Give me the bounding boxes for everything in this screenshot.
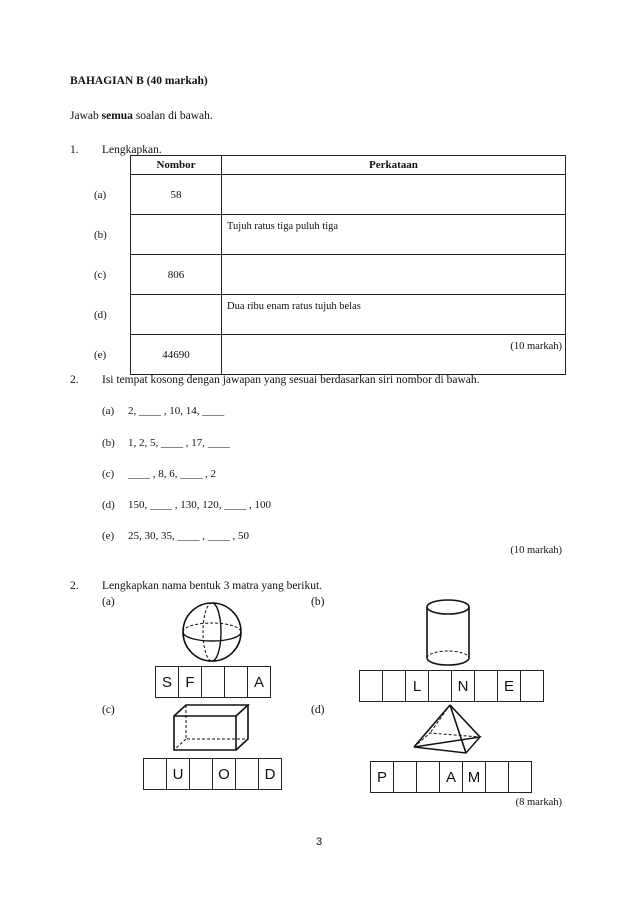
q2-prompt: Isi tempat kosong dengan jawapan yang sesuai berdasarkan siri nombor di bawah. xyxy=(102,374,480,386)
letter-box[interactable] xyxy=(417,762,440,792)
row-label: (e) xyxy=(94,348,107,361)
letter-box[interactable] xyxy=(360,671,383,701)
letter-box[interactable]: N xyxy=(452,671,475,701)
section-title: BAHAGIAN B (40 markah) xyxy=(70,75,208,87)
letter-box[interactable]: A xyxy=(253,673,264,691)
answer-boxes-c xyxy=(143,758,282,790)
series-label: (b) xyxy=(102,437,115,449)
instruction-text-bold: semua xyxy=(101,110,133,122)
part-c-label: (c) xyxy=(102,704,115,716)
q1-header-number: Nombor xyxy=(131,156,222,175)
letter-box[interactable]: A xyxy=(440,762,463,792)
series-item xyxy=(102,405,224,417)
q1-number: 1. xyxy=(70,144,79,156)
letter-box[interactable]: P xyxy=(371,762,394,792)
row-label: (c) xyxy=(94,268,107,281)
sphere-icon xyxy=(180,600,244,664)
answer-boxes-d xyxy=(370,761,532,793)
series-label: (c) xyxy=(102,468,115,480)
q3-number: 2. xyxy=(70,580,79,592)
letter-box[interactable] xyxy=(394,762,417,792)
letter-box[interactable] xyxy=(225,667,248,697)
word-cell[interactable] xyxy=(222,175,566,215)
q1-marks: (10 markah) xyxy=(510,341,562,352)
series-text[interactable]: 150, ____ , 130, 120, ____ , 100 xyxy=(128,499,271,511)
instruction-text-post: soalan di bawah. xyxy=(132,110,213,122)
letter-box[interactable]: E xyxy=(498,671,521,701)
answer-boxes-a xyxy=(155,666,271,698)
table-row xyxy=(86,215,566,255)
table-row xyxy=(86,335,566,375)
letter-box[interactable]: M xyxy=(463,762,486,792)
word-cell[interactable]: Tujuh ratus tiga puluh tiga xyxy=(222,215,566,255)
series-text[interactable]: ____ , 8, 6, ____ , 2 xyxy=(128,468,216,480)
row-label: (b) xyxy=(94,228,107,241)
number-cell[interactable] xyxy=(131,215,222,255)
q1-header-word: Perkataan xyxy=(222,156,566,175)
letter-box[interactable]: U xyxy=(167,759,190,789)
row-label: (a) xyxy=(94,188,107,201)
word-cell[interactable] xyxy=(222,255,566,295)
part-a-label: (a) xyxy=(102,596,115,608)
series-label: (d) xyxy=(102,499,115,511)
table-row xyxy=(86,175,566,215)
letter-box[interactable] xyxy=(190,759,213,789)
letter-box[interactable]: L xyxy=(406,671,429,701)
q1-header-row xyxy=(86,156,566,175)
word-cell[interactable]: Dua ribu enam ratus tujuh belas xyxy=(222,295,566,335)
letter-box[interactable] xyxy=(236,759,259,789)
number-cell[interactable]: 58 xyxy=(131,175,222,215)
series-item xyxy=(102,437,230,449)
answer-boxes-b xyxy=(359,670,544,702)
series-label: (a) xyxy=(102,405,115,417)
cylinder-icon xyxy=(424,598,472,668)
letter-box[interactable] xyxy=(521,671,543,701)
series-item xyxy=(102,468,216,480)
letter-box[interactable] xyxy=(429,671,452,701)
series-text[interactable]: 1, 2, 5, ____ , 17, ____ xyxy=(128,437,230,449)
series-item xyxy=(102,499,271,511)
letter-box[interactable]: O xyxy=(213,759,236,789)
q1-header-blank xyxy=(86,156,131,175)
letter-box[interactable] xyxy=(144,759,167,789)
letter-box[interactable] xyxy=(383,671,406,701)
letter-box[interactable] xyxy=(202,667,225,697)
pyramid-icon xyxy=(410,703,486,759)
instruction-text-pre: Jawab xyxy=(70,110,102,122)
number-cell[interactable]: 806 xyxy=(131,255,222,295)
series-text[interactable]: 25, 30, 35, ____ , ____ , 50 xyxy=(128,530,249,542)
row-label: (d) xyxy=(94,308,107,321)
letter-box[interactable]: D xyxy=(264,765,276,783)
q1-table xyxy=(86,155,566,375)
part-b-label: (b) xyxy=(311,596,325,608)
letter-box[interactable]: S xyxy=(156,667,179,697)
letter-box[interactable]: F xyxy=(179,667,202,697)
q2-number: 2. xyxy=(70,374,79,386)
table-row xyxy=(86,255,566,295)
cuboid-icon xyxy=(172,702,252,754)
q3-marks: (8 markah) xyxy=(515,797,562,808)
q1-prompt: Lengkapkan. xyxy=(102,144,162,156)
part-d-label: (d) xyxy=(311,704,325,716)
letter-box[interactable] xyxy=(486,762,509,792)
page-number: 3 xyxy=(315,836,323,848)
letter-box[interactable] xyxy=(509,762,531,792)
series-item xyxy=(102,530,249,542)
section-instruction xyxy=(70,110,213,122)
letter-box[interactable] xyxy=(475,671,498,701)
q3-prompt: Lengkapkan nama bentuk 3 matra yang berikut. xyxy=(102,580,323,592)
series-label: (e) xyxy=(102,530,115,542)
series-text[interactable]: 2, ____ , 10, 14, ____ xyxy=(128,405,225,417)
number-cell[interactable]: 44690 xyxy=(131,335,222,375)
q2-marks: (10 markah) xyxy=(510,545,562,556)
number-cell[interactable] xyxy=(131,295,222,335)
table-row xyxy=(86,295,566,335)
